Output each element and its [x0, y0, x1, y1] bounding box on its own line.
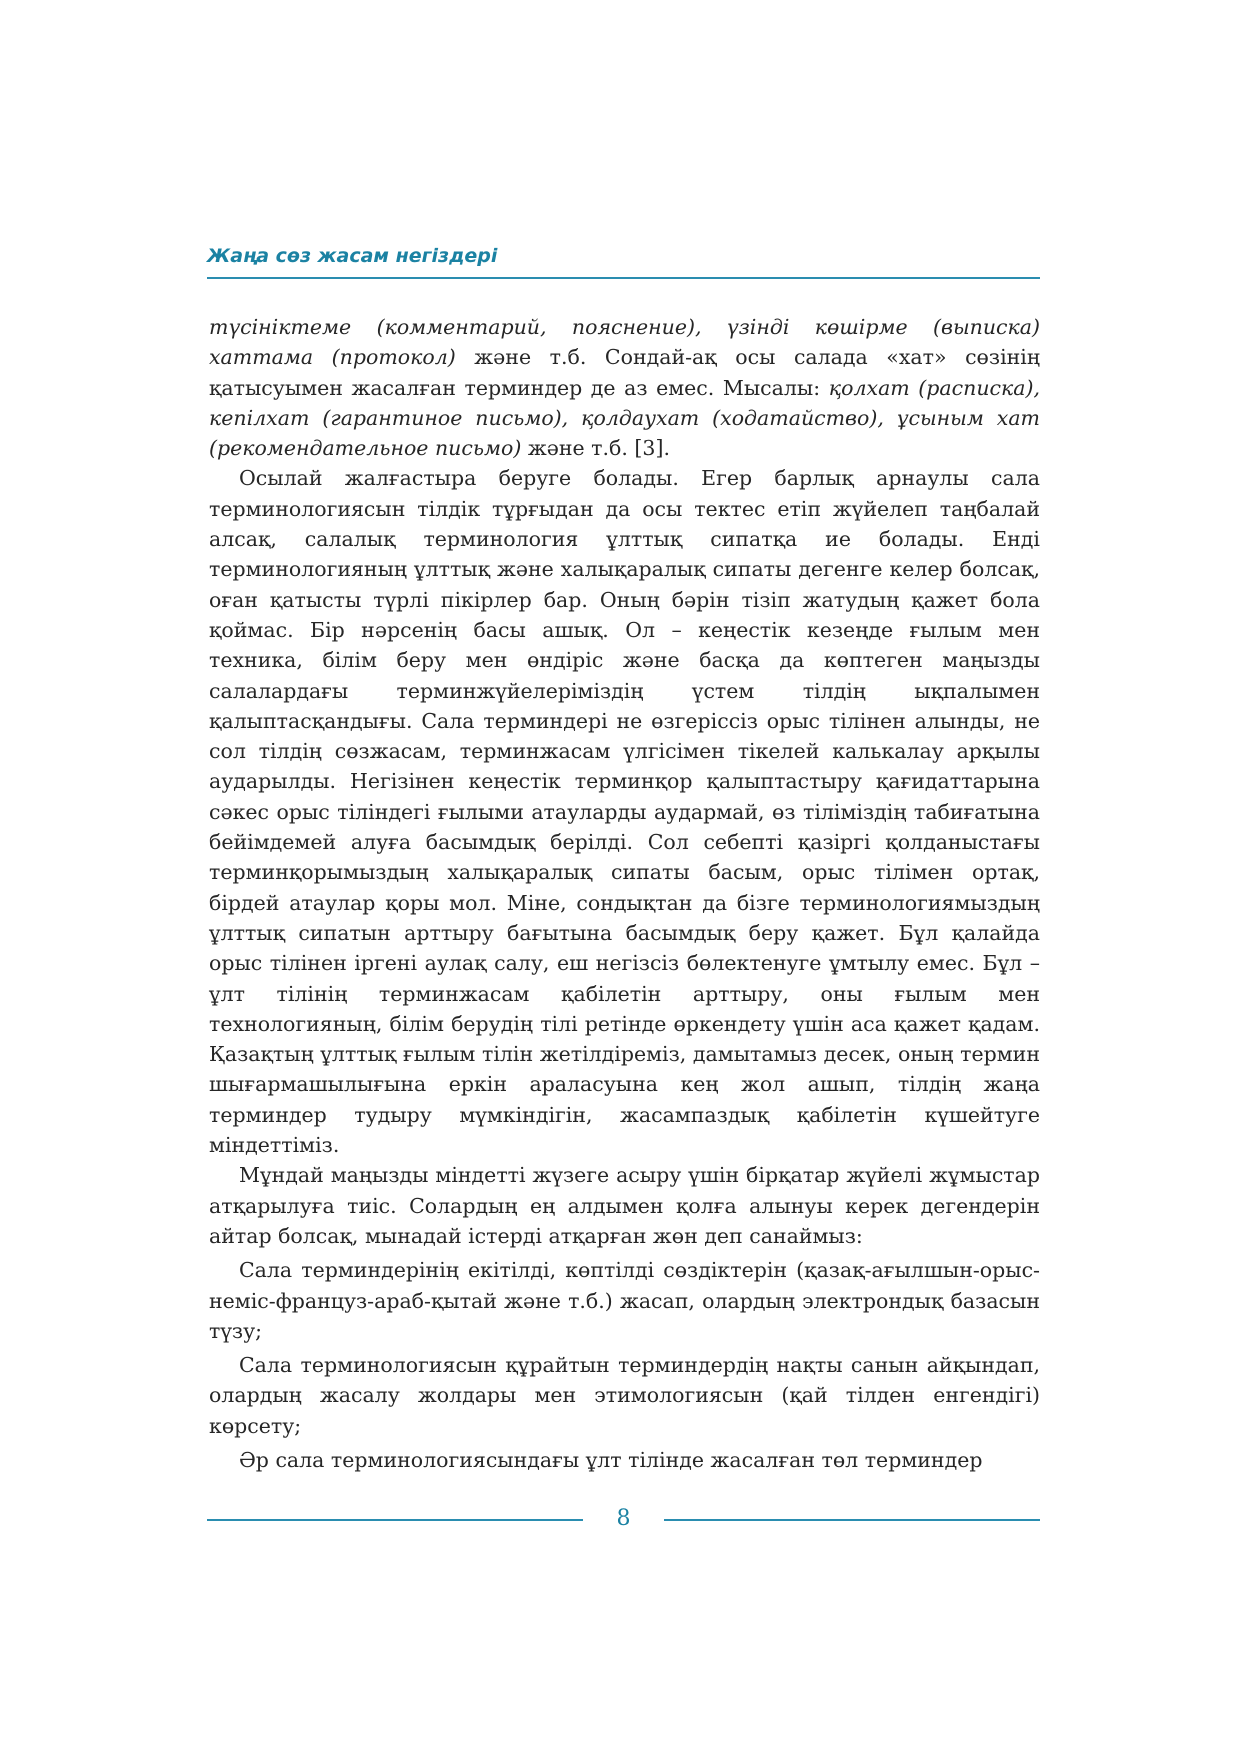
text-span: және т.б. Сондай-ақ осы салада «хат» сөзінің қатысуымен жасалған терминдер де аз емес. Мысалы:: [209, 345, 1040, 400]
footer-rule-right: [664, 1519, 1040, 1521]
footer-rule-left: [207, 1519, 583, 1521]
italic-span: түсініктеме (комментарий, пояснение), үзінді көшірме (выписка) хаттама (протокол): [209, 315, 1040, 370]
text-span: және т.б. [3].: [521, 436, 670, 461]
body-text: [209, 312, 1040, 1475]
paragraph: [209, 312, 1040, 463]
paragraph: [209, 1445, 1040, 1475]
header-rule: [207, 277, 1040, 279]
text-span: Осылай жалғастыра беруге болады. Егер барлық арнаулы сала терминологиясын тілдік тұрғыдан да осы тектес етіп жүйелеп таңбалай алсақ, салалық терминология ұлттық сипатқа ие болады. Енді терминологияның ұлттық және халықаралық сипаты дегенге келер болсақ, оған қатысты түрлі пікірлер бар. Оның бәрін тізіп жатудың қажет бола қоймас. Бір нәрсенің басы ашық. Ол – кеңестік кезеңде ғылым мен техника, білім беру мен өндіріс және басқа да көптеген маңызды салалардағы терминжүйелеріміздің үстем тілдің ықпалымен қалыптасқандығы. Сала терминдері не өзгеріссіз орыс тілінен алынды, не сол тілдің сөзжасам, терминжасам үлгісімен тікелей калькалау арқылы аударылды. Негізінен кеңестік терминқор қалыптастыру қағидаттарына сәкес орыс тіліндегі ғылыми атауларды аудармай, өз тіліміздің табиғатына бейімдемей алуға басымдық берілді. Сол себепті қазіргі қолданыстағы терминқорымыздың халықаралық сипаты басым, орыс тілімен ортақ, бірдей атаулар қоры мол. Міне, сондықтан да бізге терминологиямыздың ұлттық сипатын арттыру бағытына басымдық беру қажет. Бұл қалайда орыс тілінен іргені аулақ салу, еш негізсіз бөлектенуге ұмтылу емес. Бұл – ұлт тілінің терминжасам қабілетін арттыру, оны ғылым мен технологияның, білім берудің тілі ретінде өркендету үшін аса қажет қадам. Қазақтың ұлттық ғылым тілін жетілдіреміз, дамытамыз десек, оның термин шығармашылығына еркін араласуына кең жол ашып, тілдің жаңа терминдер тудыру мүмкіндігін, жасампаздық қабілетін күшейтуге міндеттіміз.: [209, 466, 1040, 1158]
text-span: Әр сала терминологиясындағы ұлт тілінде жасалған төл терминдер: [239, 1447, 983, 1472]
paragraph: [209, 463, 1040, 1160]
text-span: Сала терминологиясын құрайтын терминдердің нақты санын айқындап, олардың жасалу жолдары мен этимологиясын (қай тілден енгендігі) көрсету;: [209, 1353, 1040, 1438]
paragraph: [209, 1255, 1040, 1346]
italic-span: қолхат (расписка), кепілхат (гарантиное письмо), қолдаухат (ходатайство), ұсыным хат (рекомендательное письмо): [209, 375, 1040, 461]
text-span: Мұндай маңызды міндетті жүзеге асыру үшін бірқатар жүйелі жұмыстар атқарылуға тиіс. Солардың ең алдымен қолға алынуы керек дегендерін айтар болсақ, мынадай істерді атқарған жөн деп санаймыз:: [209, 1163, 1040, 1248]
page-number: 8: [616, 1506, 631, 1531]
paragraph: [209, 1350, 1040, 1441]
running-head: Жаңа сөз жасам негіздері: [207, 245, 498, 267]
paragraph: [209, 1160, 1040, 1251]
text-span: Сала терминдерінің екітілді, көптілді сөздіктерін (қазақ-ағылшын-орыс-неміс-француз-араб-қытай және т.б.) жасап, олардың электрондық базасын түзу;: [209, 1258, 1040, 1343]
